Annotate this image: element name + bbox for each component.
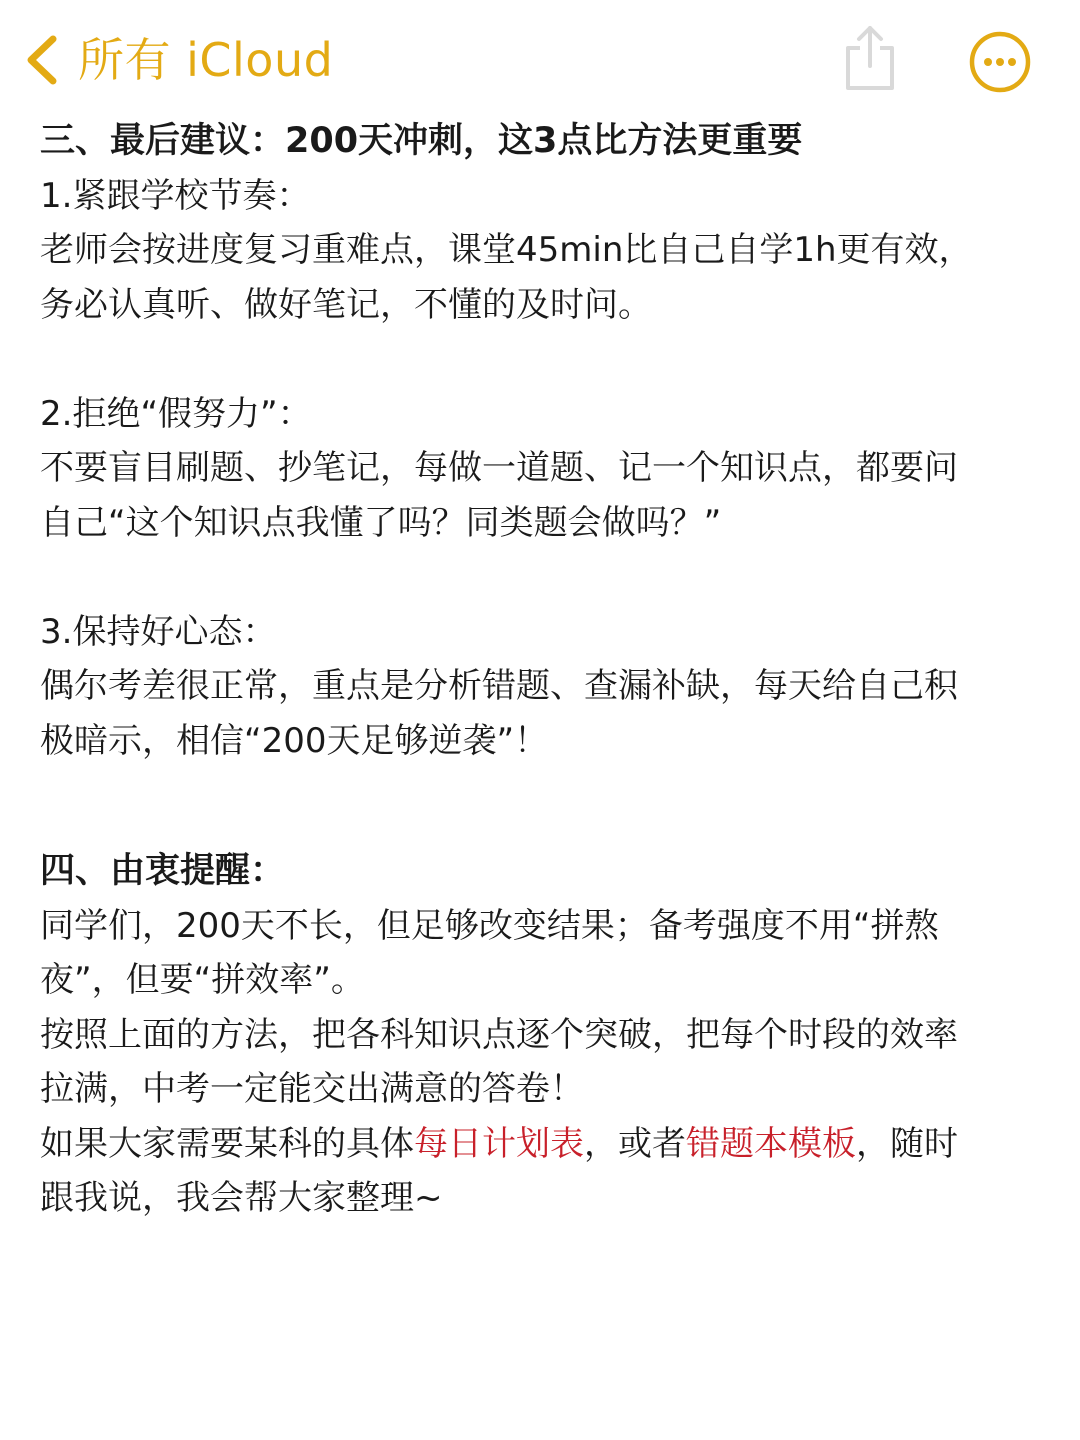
point-2-title: 2.拒绝“假努力”： [40, 393, 312, 434]
reminder-line-1: 同学们，200天不长，但足够改变结果；备考强度不用“拼熬 [40, 905, 939, 946]
daily-plan-link[interactable]: 每日计划表 [414, 1123, 584, 1164]
point-1-text-line-1: 老师会按进度复习重难点，课堂45min比自己自学1h更有效， [40, 230, 973, 270]
point-2-text-line-2: 自己“这个知识点我懂了吗？同类题会做吗？” [40, 502, 722, 543]
point-1-text-line-2: 务必认真听、做好笔记，不懂的及时问。 [40, 284, 652, 325]
blank-line [40, 332, 1040, 387]
reminder-line-3: 按照上面的方法，把各科知识点逐个突破，把每个时段的效率 [40, 1014, 958, 1055]
point-2-text-line-1: 不要盲目刷题、抄笔记，每做一道题、记一个知识点，都要问 [40, 448, 958, 488]
back-label: 所有 iCloud [78, 33, 334, 87]
point-1-title: 1.紧跟学校节奏： [40, 175, 311, 216]
reminder-line-6: 跟我说，我会帮大家整理~ [40, 1178, 443, 1218]
back-button[interactable] [20, 26, 333, 94]
share-icon[interactable] [842, 22, 898, 92]
navigation-bar [0, 0, 1080, 112]
point-3-text-line-2: 极暗示，相信“200天足够逆袭”！ [40, 720, 549, 761]
blank-line [40, 768, 1040, 844]
section-heading-4: 四、由衷提醒： [40, 851, 286, 891]
reminder-line-5-text-b: ，或者 [584, 1123, 686, 1164]
blank-line [40, 550, 1040, 605]
point-3-text-line-1: 偶尔考差很正常，重点是分析错题、查漏补缺，每天给自己积 [40, 666, 958, 706]
reminder-line-5-text-c: ，随时 [856, 1123, 958, 1164]
section-heading-3: 三、最后建议：200天冲刺，这3点比方法更重要 [40, 121, 803, 161]
reminder-line-5-text-a: 如果大家需要某科的具体 [40, 1123, 414, 1164]
note-body[interactable] [40, 114, 1040, 1226]
reminder-line-2: 夜”，但要“拼效率”。 [40, 960, 365, 1000]
point-3-title: 3.保持好心态： [40, 611, 277, 652]
reminder-line-4: 拉满，中考一定能交出满意的答卷！ [40, 1069, 584, 1109]
mistake-notebook-template-link[interactable]: 错题本模板 [686, 1123, 856, 1164]
chevron-left-icon [20, 30, 64, 90]
reminder-line-5 [40, 1117, 1040, 1172]
ellipsis-circle-icon[interactable] [968, 30, 1032, 94]
